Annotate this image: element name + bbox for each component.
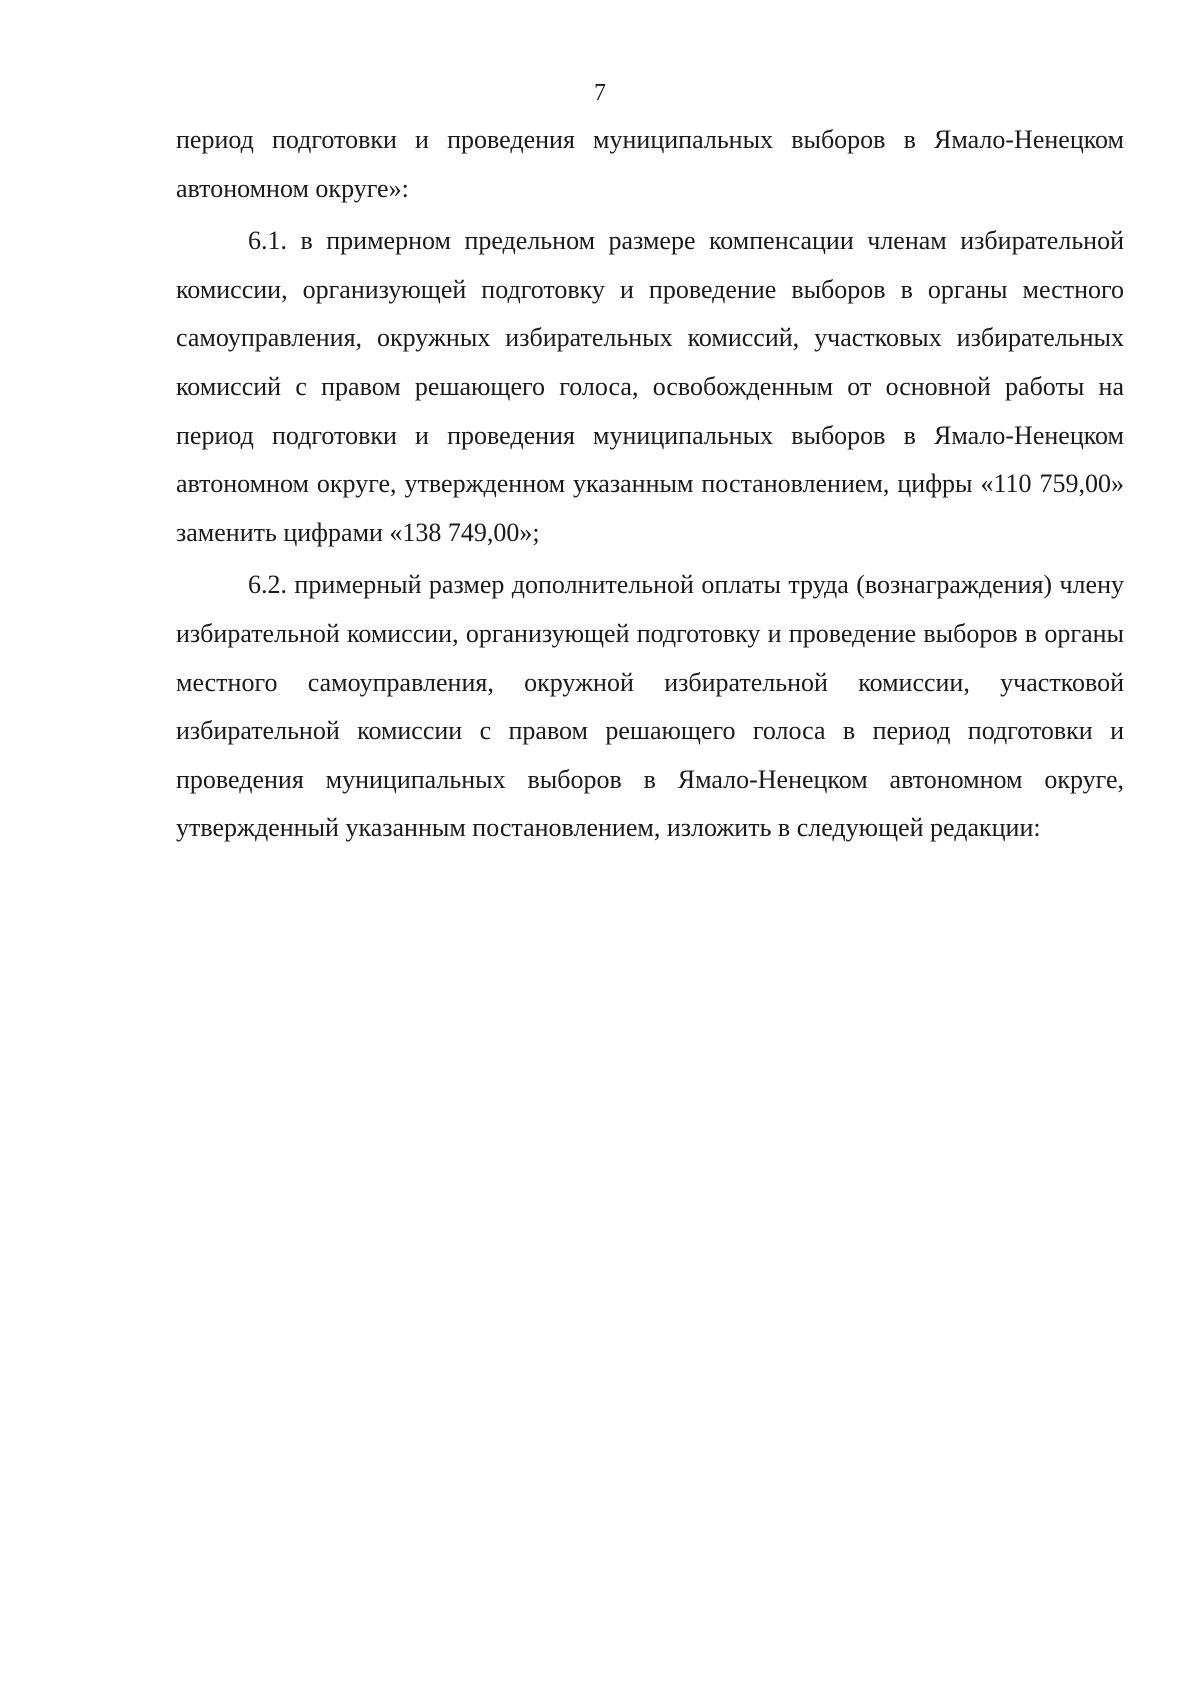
page-number: 7 <box>594 80 606 106</box>
paragraph-6-1: 6.1. в примерном предельном размере компенсации членам избирательной комиссии, организующей подготовку и проведение выборов в органы местного самоуправления, окружных избирательных комиссий, участковых избирательных комиссий с правом решающего голоса, освобожденным от основной работы на период подготовки и проведения муниципальных выборов в Ямало-Ненецком автономном округе, утвержденном указанным постановлением, цифры «110 759,00» заменить цифрами «138 749,00»; <box>176 226 1124 547</box>
document-body <box>176 116 1124 853</box>
paragraph-continuation: период подготовки и проведения муниципальных выборов в Ямало-Ненецком автономном округе»: <box>176 125 1124 203</box>
paragraph-6-2: 6.2. примерный размер дополнительной оплаты труда (вознаграждения) члену избирательной комиссии, организующей подготовку и проведение выборов в органы местного самоуправления, окружной избирательной комиссии, участковой избирательной комиссии с правом решающего голоса в период подготовки и проведения муниципальных выборов в Ямало-Ненецком автономном округе, утвержденный указанным постановлением, изложить в следующей редакции: <box>176 570 1124 843</box>
